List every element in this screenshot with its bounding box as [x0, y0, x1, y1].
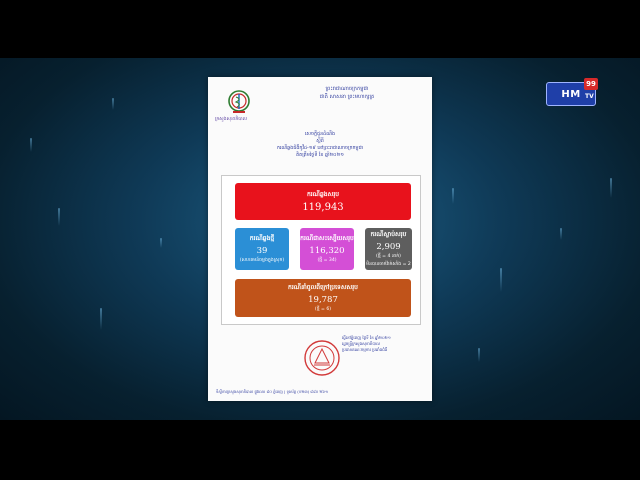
letterbox-bottom	[0, 420, 640, 480]
motto-line: ជាតិ សាសនា ព្រះមហាក្សត្រ	[319, 94, 375, 100]
channel-logo-tv: TV	[585, 93, 594, 100]
title-line-3: ករណីឆ្លងជំងឺកូវីដ-១៩ នៅព្រះរាជាណាចក្រកម្ពុជា	[276, 146, 364, 151]
deaths-label: ករណីស្លាប់សរុប	[370, 231, 407, 238]
deaths-value: 2,909	[376, 242, 401, 252]
total-cases-box	[235, 183, 411, 220]
deaths-box	[365, 228, 412, 270]
address-line: ទីស្តីការក្រសួងសុខាភិបាល ផ្លូវលេខ ៨០ ភ្នំពេញ | ទូរស័ព្ទ (០២៣) ៨៨០ ២៦១	[216, 389, 328, 394]
recovered-value: 116,320	[309, 246, 345, 256]
kingdom-header	[282, 85, 412, 101]
imported-cases-value: 19,787	[308, 295, 338, 305]
imported-cases-label: ករណីនាំចូលពីក្រៅប្រទេសសរុប	[288, 284, 358, 291]
signature-block	[342, 335, 426, 353]
title-line-2: ស្តីពី	[316, 139, 324, 144]
recovered-box	[300, 228, 354, 270]
stats-panel	[221, 175, 421, 325]
recovered-label: ករណីជាសះស្បើយសរុប	[300, 235, 354, 242]
official-seal-icon	[303, 339, 341, 377]
title-line-1: សេចក្តីជូនដំណឹង	[304, 132, 336, 137]
new-cases-value: 39	[256, 246, 268, 256]
title-line-4: គិតត្រឹមថ្ងៃទី ខែ ឆ្នាំ២០២១	[296, 153, 344, 158]
footer-line-3: ប្រធានគណៈកម្មការ ប្រឆាំងជំងឺ	[342, 347, 388, 352]
letterbox-top	[0, 0, 640, 58]
ministry-name: ក្រសួងសុខាភិបាល	[215, 117, 247, 122]
new-cases-label: ករណីឆ្លងថ្មី	[249, 235, 275, 242]
deaths-sub-1: (ថ្មី = 4 នាក់)	[376, 254, 401, 259]
footer-line-2: រដ្ឋមន្ត្រីក្រសួងសុខាភិបាល	[342, 341, 380, 346]
total-cases-label: ករណីឆ្លងសរុប	[306, 191, 340, 198]
covid-report-document	[208, 77, 432, 401]
recovered-sub: (ថ្មី = 34)	[317, 258, 337, 263]
imported-cases-box	[235, 279, 411, 317]
new-cases-sub: (សហគមន៍ចម្លងក្នុងស្រុក)	[239, 258, 285, 263]
imported-cases-sub: (ថ្មី = 6)	[314, 307, 332, 312]
kingdom-line: ព្រះរាជាណាចក្រកម្ពុជា	[325, 86, 369, 92]
new-cases-box	[235, 228, 289, 270]
channel-logo-badge: 99	[584, 78, 598, 90]
document-title	[248, 131, 392, 159]
deaths-sub-2: មិនបានចាក់វ៉ាក់សាំង = 2	[366, 262, 411, 267]
footer-line-1: ធ្វើនៅភ្នំពេញ ថ្ងៃទី ខែ ឆ្នាំ២០២១	[342, 335, 391, 340]
ministry-emblem-icon	[227, 89, 251, 115]
channel-logo: HM	[546, 82, 596, 106]
total-cases-value: 119,943	[302, 202, 344, 213]
